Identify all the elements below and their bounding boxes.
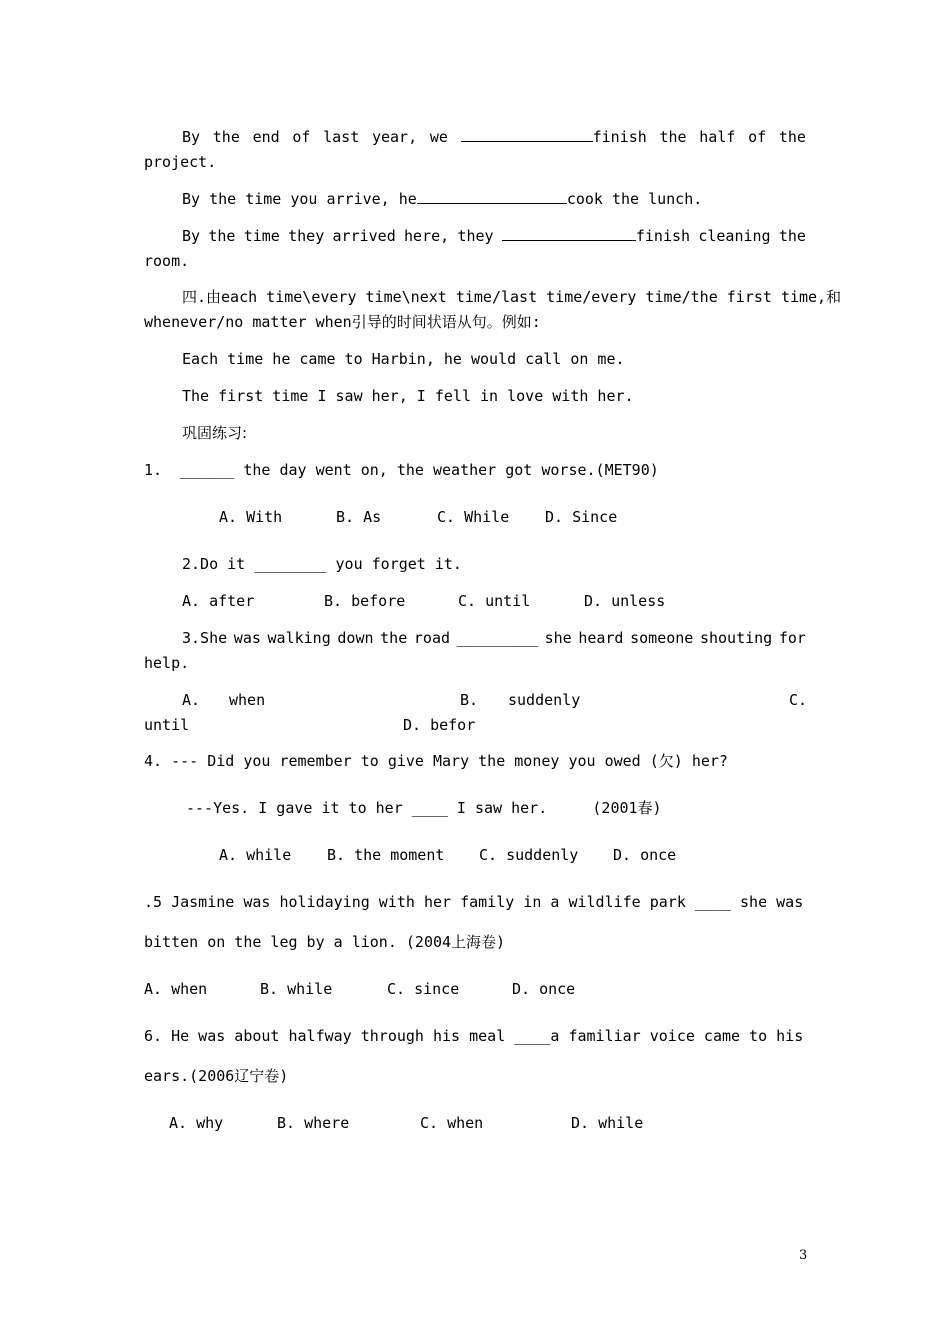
word: year,: [371, 128, 418, 146]
word: for: [778, 629, 806, 647]
option-c-word: until: [144, 716, 190, 734]
option-d: D. unless: [584, 592, 666, 610]
option-b: B. while: [260, 980, 333, 998]
example-sentence: The first time I saw her, I fell in love with her.: [182, 387, 634, 405]
word: of: [748, 128, 767, 146]
word: finish: [635, 227, 691, 245]
word: last: [323, 128, 360, 146]
page-number: 3: [799, 1248, 808, 1263]
word: end: [252, 128, 280, 146]
answer-blank: ______: [180, 461, 235, 479]
answer-blank: _________: [456, 629, 538, 647]
question-5-cont: bitten on the leg by a lion. (2004上海卷): [144, 933, 506, 951]
answer-blank: ________: [254, 555, 327, 573]
word: arrived: [332, 227, 396, 245]
question-4: 4. --- Did you remember to give Mary the money you owed (欠) her?: [144, 752, 728, 770]
word: the: [778, 128, 806, 146]
option-d: D. once: [613, 846, 677, 864]
question-3: [182, 627, 806, 649]
word: of: [292, 128, 311, 146]
word: road: [413, 629, 451, 647]
option-a-letter: A.: [182, 691, 201, 709]
option-b-word: suddenly: [508, 691, 581, 709]
answer-blank: [502, 225, 636, 241]
question-2: [182, 553, 844, 575]
option-a: A. With: [219, 508, 283, 526]
word: cleaning: [698, 227, 771, 245]
option-d: D. once: [512, 980, 576, 998]
option-c: C. While: [437, 508, 510, 526]
word: was: [233, 629, 261, 647]
section-heading-cont: whenever/no matter when引导的时间状语从句。例如:: [144, 313, 541, 331]
option-a: A. when: [144, 980, 208, 998]
question-6: 6. He was about halfway through his meal ____a familiar voice came to his: [144, 1027, 804, 1045]
question-number: 1.: [144, 461, 163, 479]
word: the: [778, 227, 806, 245]
option-b: B. As: [336, 508, 382, 526]
section-heading: 四.由each time\every time\next time/last time/every time/the first time,和: [182, 288, 842, 306]
word: half: [699, 128, 736, 146]
option-a-word: when: [229, 691, 266, 709]
example-sentence: Each time he came to Harbin, he would call on me.: [182, 350, 625, 368]
word: someone: [630, 629, 694, 647]
word: time: [243, 227, 280, 245]
question-1: [144, 459, 806, 481]
question-6-cont: ears.(2006辽宁卷): [144, 1067, 289, 1085]
question-text: the day went on, the weather got worse.(MET90): [234, 461, 659, 479]
word: the: [380, 629, 408, 647]
word: shouting: [699, 629, 773, 647]
question-3-cont: help.: [144, 654, 190, 672]
option-b: B. where: [277, 1114, 350, 1132]
option-c-letter: C.: [789, 691, 808, 709]
word: we: [429, 128, 448, 146]
option-c: C. when: [420, 1114, 484, 1132]
question-text: you forget it.: [326, 555, 462, 573]
option-d: D. while: [571, 1114, 644, 1132]
option-a: A. why: [169, 1114, 224, 1132]
option-b: B. before: [324, 592, 406, 610]
word: By: [182, 128, 201, 146]
question-text: 2.Do it: [182, 555, 246, 573]
word: they: [288, 227, 325, 245]
word: 3.She: [182, 629, 228, 647]
word: By: [182, 227, 201, 245]
option-c: C. since: [387, 980, 460, 998]
option-a: A. while: [219, 846, 292, 864]
sentence-line-1: [182, 126, 806, 148]
word: the: [208, 227, 236, 245]
option-c: C. suddenly: [479, 846, 579, 864]
option-a: A. after: [182, 592, 255, 610]
option-d: D. Since: [545, 508, 618, 526]
sentence-text: By the time you arrive, he: [182, 190, 417, 208]
word: the: [659, 128, 687, 146]
word: here,: [404, 227, 450, 245]
option-d: D. befor: [403, 716, 476, 734]
word: down: [337, 629, 374, 647]
sentence-line-3: [182, 225, 806, 247]
option-b-letter: B.: [460, 691, 479, 709]
word: finish: [592, 128, 647, 146]
sentence-line-1-cont: project.: [144, 153, 217, 171]
answer-blank: [461, 126, 593, 142]
question-4-answer-line: ---Yes. I gave it to her ____ I saw her. (2001春): [186, 799, 662, 817]
sentence-text: cook the lunch.: [566, 190, 703, 208]
answer-blank: [417, 188, 567, 204]
option-c: C. until: [458, 592, 531, 610]
word: walking: [267, 629, 331, 647]
option-b: B. the moment: [327, 846, 445, 864]
word: she: [544, 629, 572, 647]
word: heard: [578, 629, 624, 647]
word: they: [457, 227, 494, 245]
sentence-line-3-cont: room.: [144, 252, 190, 270]
question-5: .5 Jasmine was holidaying with her family in a wildlife park ____ she was: [144, 893, 804, 911]
sentence-line-2: [182, 188, 844, 210]
practice-label: 巩固练习:: [182, 424, 248, 442]
word: the: [212, 128, 240, 146]
